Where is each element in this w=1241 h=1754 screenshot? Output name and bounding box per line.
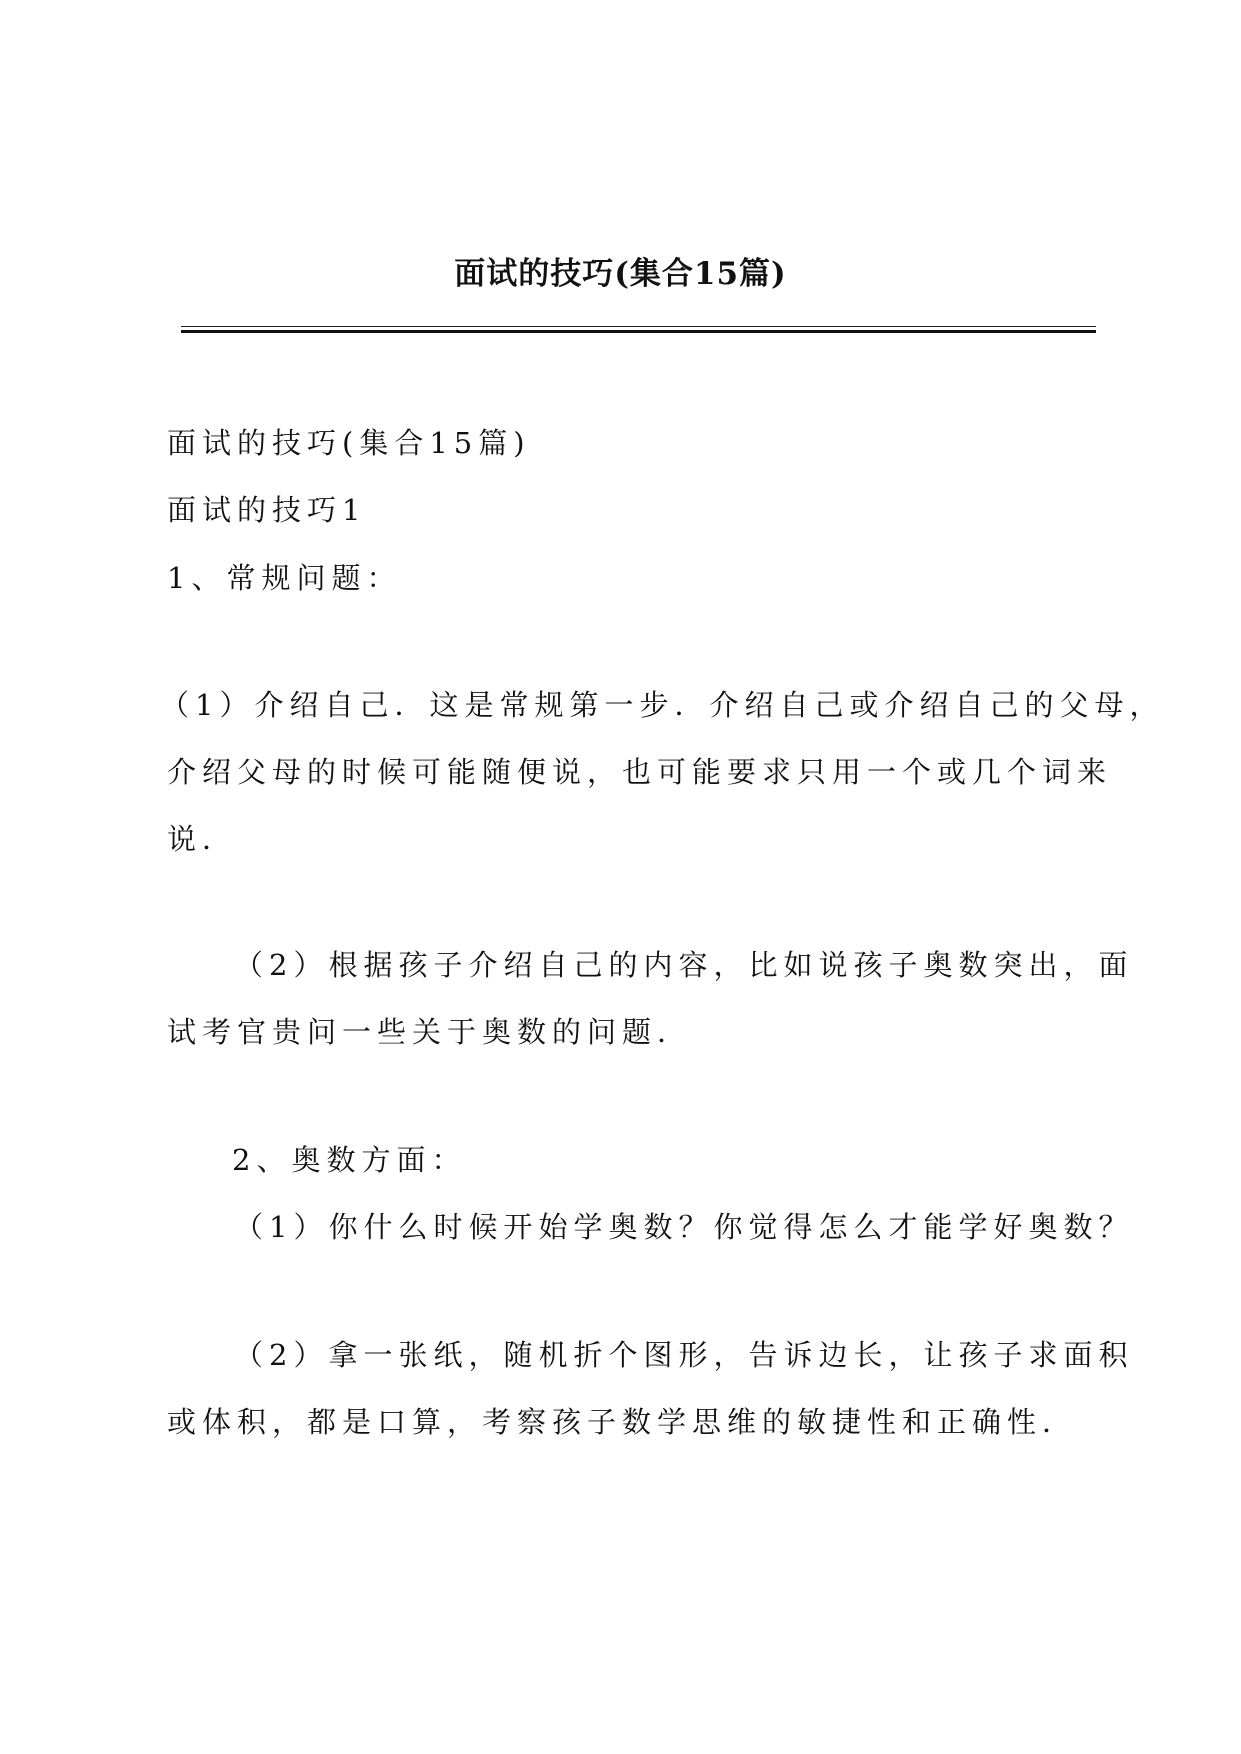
paragraph-line: （1）你什么时候开始学奥数？你觉得怎么才能学好奥数？ <box>234 1210 1134 1244</box>
subtitle-line: 面试的技巧(集合15篇) <box>167 426 531 460</box>
paragraph-line: （2）根据孩子介绍自己的内容，比如说孩子奥数突出，面 <box>234 948 1134 982</box>
paragraph-line: （1）介绍自己．这是常规第一步．介绍自己或介绍自己的父母， <box>160 688 1165 722</box>
item-heading: 2、奥数方面： <box>232 1143 467 1177</box>
item-heading: 1、常规问题： <box>167 561 402 595</box>
section-heading: 面试的技巧1 <box>167 493 367 527</box>
paragraph-line: 介绍父母的时候可能随便说，也可能要求只用一个或几个词来 <box>167 755 1113 789</box>
paragraph-line: （2）拿一张纸，随机折个图形，告诉边长，让孩子求面积 <box>234 1338 1134 1372</box>
paragraph-line: 或体积，都是口算，考察孩子数学思维的敏捷性和正确性． <box>167 1405 1078 1439</box>
document-title: 面试的技巧(集合15篇) <box>454 256 787 292</box>
title-rule-thick <box>181 330 1096 333</box>
paragraph-line: 说． <box>167 822 238 856</box>
paragraph-line: 试考官贵问一些关于奥数的问题． <box>167 1015 693 1049</box>
title-rule-thin <box>181 326 1096 327</box>
